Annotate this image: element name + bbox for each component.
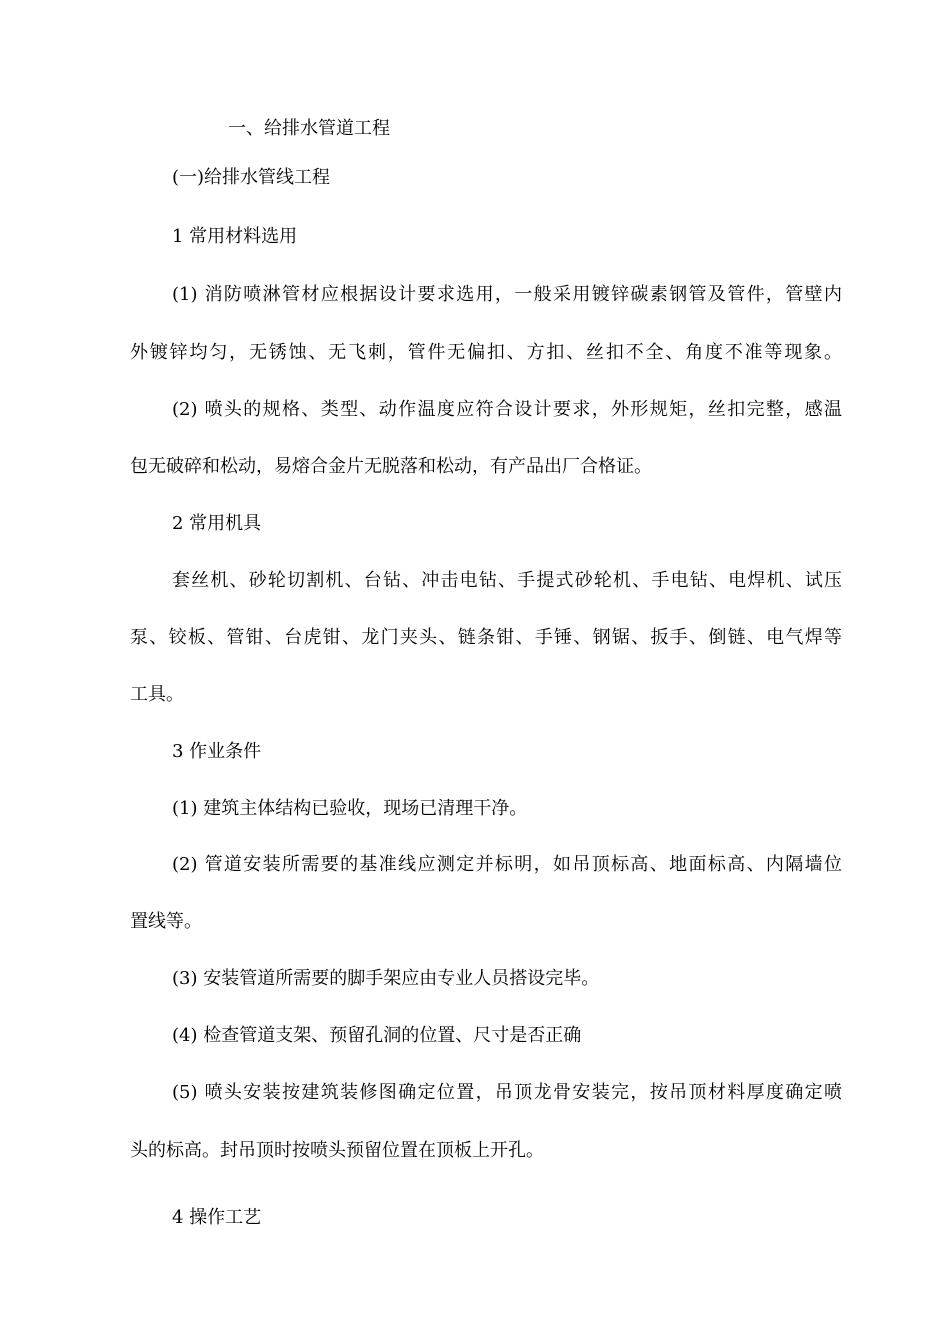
subsection-heading-process: 4 操作工艺	[172, 1207, 262, 1228]
paragraph-line: (2) 管道安装所需要的基准线应测定并标明，如吊顶标高、地面标高、内隔墙位	[172, 854, 842, 875]
paragraph-line: (4) 检查管道支架、预留孔洞的位置、尺寸是否正确	[172, 1025, 582, 1046]
paragraph-line: (1) 建筑主体结构已验收，现场已清理干净。	[172, 798, 528, 819]
paragraph-line: 工具。	[130, 684, 184, 705]
paragraph-line: (2) 喷头的规格、类型、动作温度应符合设计要求，外形规矩，丝扣完整，感温	[172, 399, 842, 420]
subsection-heading-tools: 2 常用机具	[172, 513, 262, 534]
paragraph-line: 泵、铰板、管钳、台虎钳、龙门夹头、链条钳、手锤、钢锯、扳手、倒链、电气焊等	[130, 627, 842, 648]
paragraph-line: (3) 安装管道所需要的脚手架应由专业人员搭设完毕。	[172, 968, 600, 989]
paragraph-line: 套丝机、砂轮切割机、台钻、冲击电钻、手提式砂轮机、手电钻、电焊机、试压	[172, 570, 842, 591]
subsection-heading-materials: 1 常用材料选用	[172, 226, 298, 247]
paragraph-line: (1) 消防喷淋管材应根据设计要求选用，一般采用镀锌碳素钢管及管件，管壁内	[172, 284, 842, 305]
paragraph-line: 置线等。	[130, 911, 202, 932]
paragraph-line: 头的标高。封吊顶时按喷头预留位置在顶板上开孔。	[130, 1140, 544, 1161]
document-title: 一、给排水管道工程	[228, 118, 390, 139]
paragraph-line: 包无破碎和松动，易熔合金片无脱落和松动，有产品出厂合格证。	[130, 456, 652, 477]
subsection-heading-conditions: 3 作业条件	[172, 741, 262, 762]
section-heading: (一)给排水管线工程	[172, 167, 331, 188]
paragraph-line: 外镀锌均匀，无锈蚀、无飞刺，管件无偏扣、方扣、丝扣不全、角度不准等现象。	[130, 342, 842, 363]
paragraph-line: (5) 喷头安装按建筑装修图确定位置，吊顶龙骨安装完，按吊顶材料厚度确定喷	[172, 1082, 842, 1103]
